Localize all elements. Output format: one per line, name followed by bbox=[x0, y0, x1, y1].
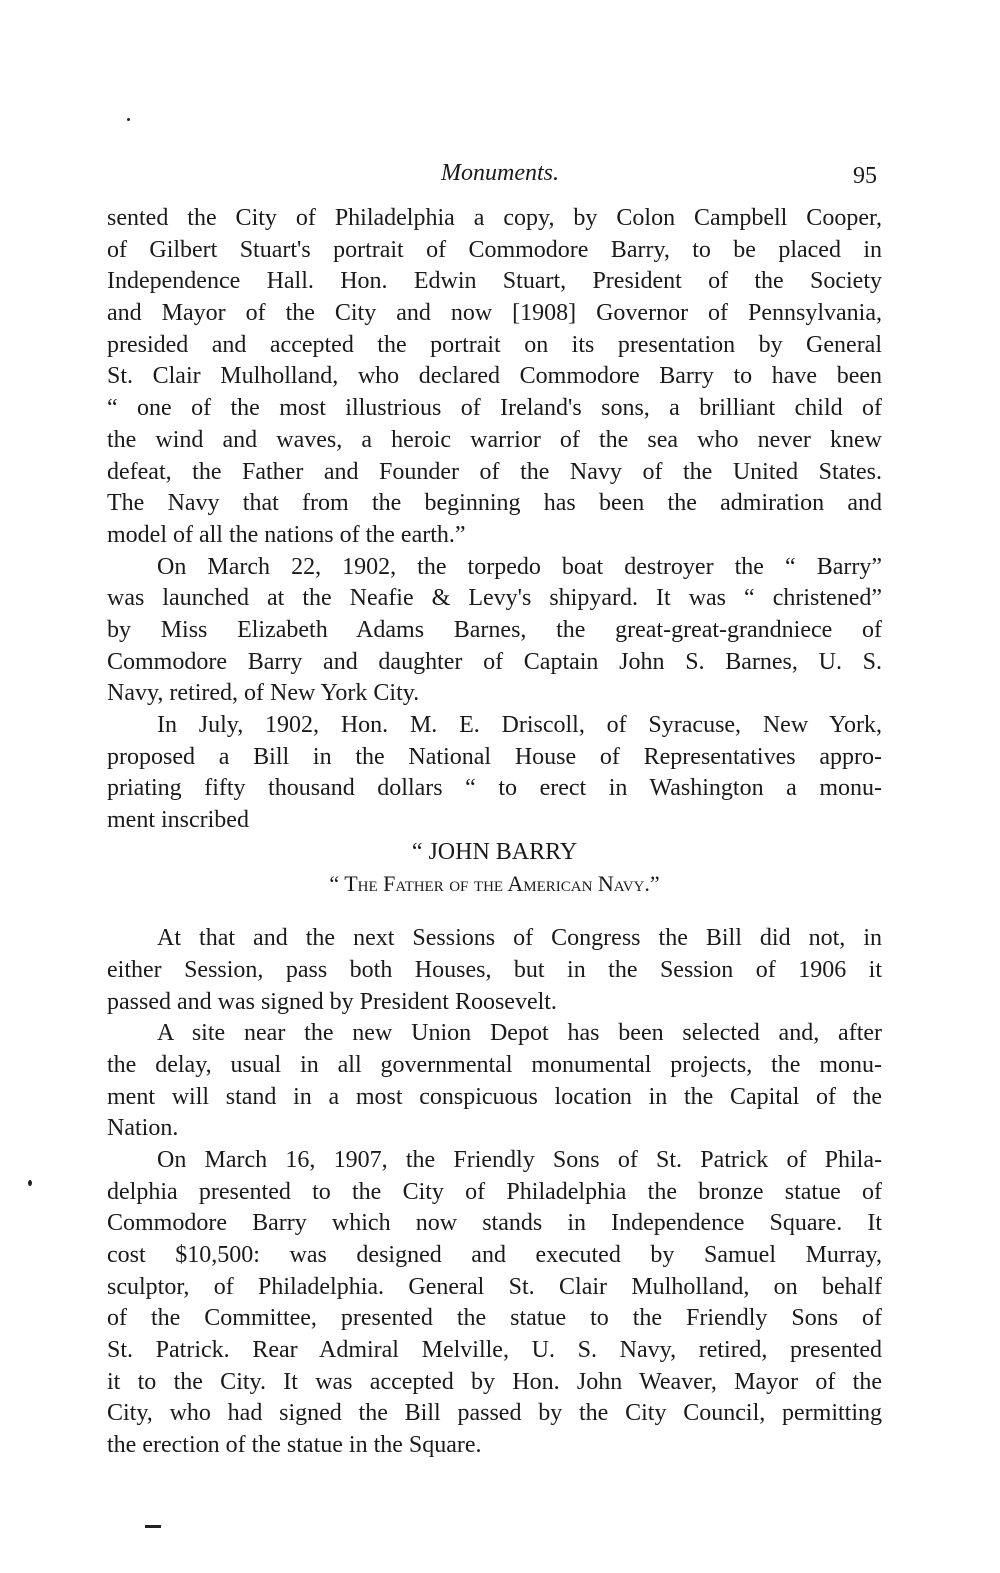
text-line: At that and the next Sessions of Congress the Bill did not, in bbox=[157, 925, 882, 952]
text-line: ment will stand in a most conspicuous location in the Capital of the bbox=[107, 1083, 882, 1110]
text-line: ment inscribed bbox=[107, 807, 249, 834]
text-line: delphia presented to the City of Philadelphia the bronze statue of bbox=[107, 1178, 882, 1205]
text-line: passed and was signed by President Roosevelt. bbox=[107, 988, 557, 1015]
text-line: was launched at the Neafie & Levy's shipyard. It was “ christened” bbox=[107, 585, 882, 612]
scan-dash bbox=[145, 1525, 161, 1528]
text-line: Commodore Barry and daughter of Captain John S. Barnes, U. S. bbox=[107, 648, 882, 675]
inscription-name: “ JOHN BARRY bbox=[411, 838, 578, 865]
text-line: cost $10,500: was designed and executed by Samuel Murray, bbox=[107, 1242, 882, 1268]
text-line: sented the City of Philadelphia a copy, by Colon Campbell Cooper, bbox=[107, 205, 882, 231]
text-line: it to the City. It was accepted by Hon. John Weaver, Mayor of the bbox=[107, 1368, 882, 1395]
text-line: On March 22, 1902, the torpedo boat destroyer the “ Barry” bbox=[157, 553, 882, 580]
text-line: On March 16, 1907, the Friendly Sons of St. Patrick of Phila- bbox=[157, 1146, 882, 1173]
text-line: defeat, the Father and Founder of the Navy of the United States. bbox=[107, 458, 882, 485]
text-line: either Session, pass both Houses, but in the Session of 1906 it bbox=[107, 956, 882, 983]
text-line: the erection of the statue in the Square. bbox=[107, 1432, 482, 1459]
inscription-title: “ The Father of the American Navy.” bbox=[329, 871, 660, 897]
text-line: “ one of the most illustrious of Ireland's sons, a brilliant child of bbox=[107, 395, 882, 422]
text-line: Independence Hall. Hon. Edwin Stuart, President of the Society bbox=[107, 268, 882, 295]
text-line: Commodore Barry which now stands in Independence Square. It bbox=[107, 1210, 882, 1237]
text-line: St. Patrick. Rear Admiral Melville, U. S. Navy, retired, presented bbox=[107, 1337, 882, 1364]
scan-speck bbox=[28, 1180, 32, 1186]
text-line: In July, 1902, Hon. M. E. Driscoll, of Syracuse, New York, bbox=[157, 712, 882, 738]
scan-speck bbox=[127, 118, 130, 121]
text-line: by Miss Elizabeth Adams Barnes, the great-great-grandniece of bbox=[107, 616, 882, 643]
text-line: the delay, usual in all governmental monumental projects, the monu- bbox=[107, 1051, 882, 1078]
text-line: and Mayor of the City and now [1908] Governor of Pennsylvania, bbox=[107, 300, 882, 327]
text-line: A site near the new Union Depot has been selected and, after bbox=[157, 1020, 882, 1047]
page-number: 95 bbox=[853, 163, 877, 189]
text-line: sculptor, of Philadelphia. General St. Clair Mulholland, on behalf bbox=[107, 1273, 882, 1300]
text-line: presided and accepted the portrait on its presentation by General bbox=[107, 331, 882, 358]
text-line: the wind and waves, a heroic warrior of the sea who never knew bbox=[107, 426, 882, 453]
body-text bbox=[107, 203, 882, 1462]
text-line: Nation. bbox=[107, 1115, 179, 1142]
text-line: priating fifty thousand dollars “ to erect in Washington a monu- bbox=[107, 775, 882, 802]
text-line: model of all the nations of the earth.” bbox=[107, 521, 466, 548]
text-line: of the Committee, presented the statue to the Friendly Sons of bbox=[107, 1305, 882, 1332]
text-line: Navy, retired, of New York City. bbox=[107, 680, 420, 707]
text-line: The Navy that from the beginning has been the admiration and bbox=[107, 490, 882, 517]
text-line: of Gilbert Stuart's portrait of Commodore Barry, to be placed in bbox=[107, 236, 882, 263]
text-line: proposed a Bill in the National House of Representatives appro- bbox=[107, 743, 882, 770]
text-line: St. Clair Mulholland, who declared Commodore Barry to have been bbox=[107, 363, 882, 390]
running-header: Monuments. bbox=[441, 160, 559, 186]
text-line: City, who had signed the Bill passed by the City Council, permitting bbox=[107, 1400, 882, 1427]
